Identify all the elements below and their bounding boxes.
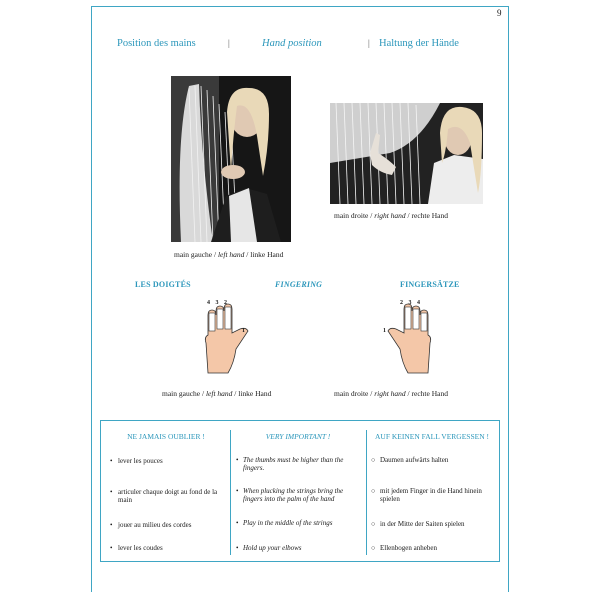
list-item: in der Mitte der Saiten spielen	[380, 520, 465, 528]
list-item: Play in the middle of the strings	[243, 519, 333, 527]
right-hand-finger-numbers: 2 3 4	[400, 300, 422, 306]
header-en: Hand position	[262, 38, 322, 49]
bullet-icon: •	[236, 487, 239, 495]
list-item: articuler chaque doigt au fond de la main	[118, 488, 218, 504]
column-divider	[230, 430, 231, 555]
left-hand-icon	[200, 303, 252, 380]
fingering-title-de: FINGERSÄTZE	[400, 280, 460, 289]
list-item: When plucking the strings bring the fingers into the palm of the hand	[243, 487, 344, 503]
caption-right-hand-fingering: main droite / right hand / rechte Hand	[334, 389, 448, 398]
circle-bullet-icon: ○	[371, 520, 376, 528]
left-hand-thumb-number: 1	[242, 328, 245, 334]
list-item: lever les pouces	[118, 457, 163, 465]
header-de: Haltung der Hände	[379, 38, 459, 49]
list-item: Hold up your elbows	[243, 544, 302, 552]
fingering-title-fr: LES DOIGTÉS	[135, 280, 191, 289]
column-divider	[366, 430, 367, 555]
list-item: Ellenbogen anheben	[380, 544, 437, 552]
caption-left-hand-fingering: main gauche / left hand / linke Hand	[162, 389, 272, 398]
left-hand-finger-numbers: 4 3 2	[207, 300, 229, 306]
caption-left-hand-photo: main gauche / left hand / linke Hand	[174, 250, 284, 259]
header-separator: |	[228, 38, 230, 48]
bullet-icon: •	[236, 456, 239, 464]
harp-girl-photo-right	[330, 103, 483, 204]
right-hand-icon	[384, 303, 436, 380]
bullet-icon: •	[236, 544, 239, 552]
page-number: 9	[497, 8, 502, 18]
caption-right-hand-photo: main droite / right hand / rechte Hand	[334, 211, 448, 220]
bullet-icon: •	[110, 521, 113, 529]
list-item: mit jedem Finger in die Hand hinein spielen	[380, 487, 482, 503]
bullet-icon: •	[236, 519, 239, 527]
list-item: Daumen aufwärts halten	[380, 456, 449, 464]
header-separator: |	[368, 38, 370, 48]
important-title-fr: NE JAMAIS OUBLIER !	[127, 432, 205, 441]
bullet-icon: •	[110, 457, 113, 465]
list-item: lever les coudes	[118, 544, 163, 552]
circle-bullet-icon: ○	[371, 456, 376, 464]
list-item: jouer au milieu des cordes	[118, 521, 192, 529]
list-item: The thumbs must be higher than the fingers.	[243, 456, 344, 472]
important-title-en: VERY IMPORTANT !	[265, 432, 331, 441]
harp-girl-photo-left	[171, 76, 291, 242]
right-hand-thumb-number: 1	[383, 328, 386, 334]
header-fr: Position des mains	[117, 38, 196, 49]
circle-bullet-icon: ○	[371, 544, 376, 552]
important-title-de: AUF KEINEN FALL VERGESSEN !	[374, 432, 490, 441]
fingering-title-en: FINGERING	[275, 280, 323, 289]
bullet-icon: •	[110, 488, 113, 496]
bullet-icon: •	[110, 544, 113, 552]
circle-bullet-icon: ○	[371, 487, 376, 495]
